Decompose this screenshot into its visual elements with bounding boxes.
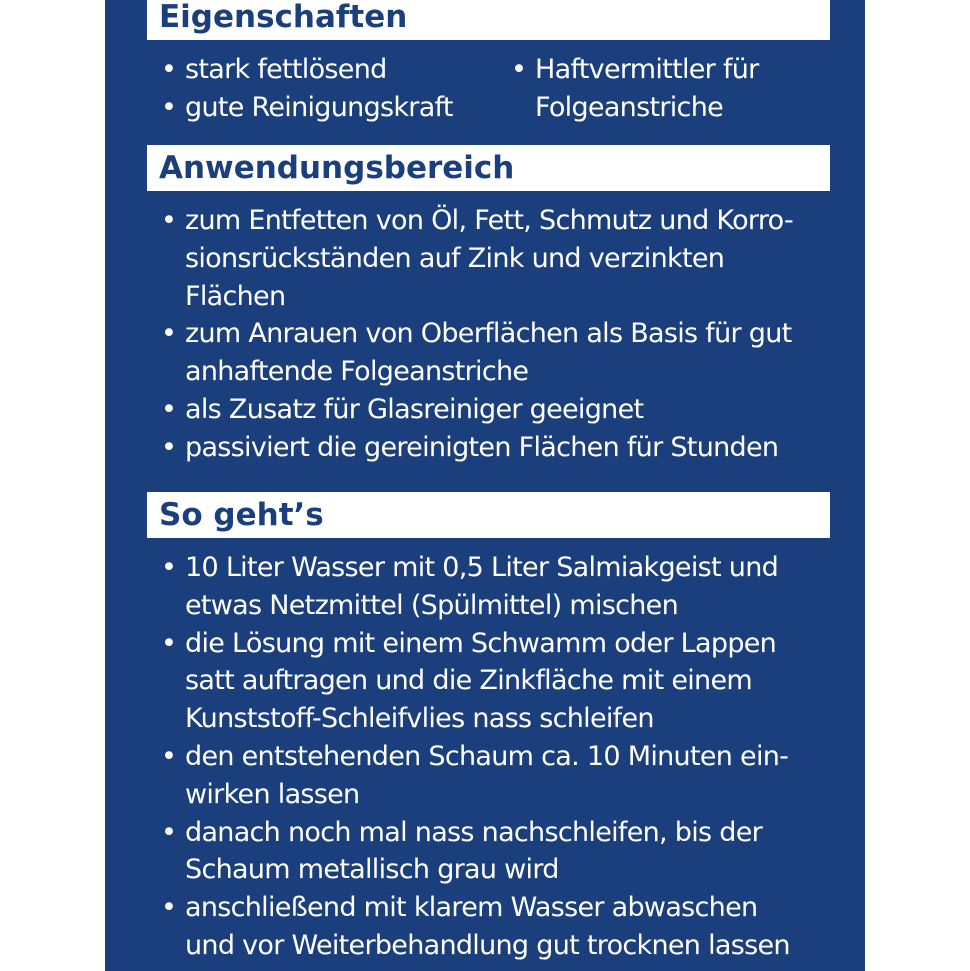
bullet-marker: • (161, 552, 177, 583)
list-item-line: Flächen (185, 280, 286, 312)
list-item-line: Folgeanstriche (535, 91, 724, 123)
so-gehts-list (159, 549, 859, 965)
heading-eigenschaften: Eigenschaften (147, 0, 830, 40)
bullet-marker: • (161, 740, 177, 772)
list-item (159, 625, 859, 738)
list-item-line: passiviert die gereinigten Flächen für Stunden (185, 431, 779, 463)
bullet-marker: • (161, 318, 177, 350)
list-item-line: stark fettlösend (185, 54, 387, 85)
list-item-line: zum Anrauen von Oberflächen als Basis für gut (185, 318, 792, 350)
list-item-line: Schaum metallisch grau wird (185, 854, 559, 886)
bullet-marker: • (161, 892, 177, 924)
list-item-line: zum Entfetten von Öl, Fett, Schmutz und Korro- (185, 205, 794, 236)
bullet-marker: • (161, 627, 177, 659)
list-item-line: etwas Netzmittel (Spülmittel) mischen (185, 589, 678, 621)
bullet-marker: • (161, 431, 177, 463)
list-item-line: 10 Liter Wasser mit 0,5 Liter Salmiakgeist und (185, 552, 779, 583)
bullet-marker: • (161, 205, 177, 236)
bullet-marker: • (161, 91, 177, 123)
bullet-marker: • (161, 393, 177, 425)
list-item-line: anschließend mit klarem Wasser abwaschen (185, 892, 758, 924)
list-item-line: gute Reinigungskraft (185, 91, 453, 123)
list-item-line: Kunststoff-Schleifvlies nass schleifen (185, 703, 654, 735)
bullet-marker: • (161, 54, 177, 85)
heading-so-gehts: So geht’s (147, 492, 830, 538)
eigenschaften-list-right (509, 51, 849, 127)
eigenschaften-list-left (159, 51, 499, 127)
list-item-line: Haftvermittler für (535, 54, 759, 85)
list-item-line: die Lösung mit einem Schwamm oder Lappen (185, 627, 777, 659)
list-item (159, 51, 499, 89)
bullet-marker: • (511, 54, 527, 85)
list-item (159, 814, 859, 890)
list-item-line: wirken lassen (185, 778, 360, 810)
list-item-line: den entstehenden Schaum ca. 10 Minuten ein- (185, 740, 789, 772)
list-item-line: sionsrückständen auf Zink und verzinkten (185, 242, 725, 274)
product-info-panel (105, 0, 865, 971)
list-item (159, 889, 859, 965)
list-item-line: als Zusatz für Glasreiniger geeignet (185, 393, 644, 425)
list-item (509, 51, 849, 127)
list-item (159, 202, 859, 315)
list-item (159, 89, 499, 127)
list-item-line: anhaftende Folgeanstriche (185, 356, 529, 388)
list-item-line: und vor Weiterbehandlung gut trocknen lassen (185, 929, 790, 961)
list-item (159, 315, 859, 391)
list-item (159, 549, 859, 625)
list-item-line: satt auftragen und die Zinkfläche mit einem (185, 665, 752, 697)
list-item (159, 391, 859, 429)
heading-anwendungsbereich: Anwendungsbereich (147, 145, 830, 191)
bullet-marker: • (161, 816, 177, 848)
list-item-line: danach noch mal nass nachschleifen, bis der (185, 816, 763, 848)
anwendungsbereich-list (159, 202, 859, 467)
list-item (159, 429, 859, 467)
list-item (159, 738, 859, 814)
